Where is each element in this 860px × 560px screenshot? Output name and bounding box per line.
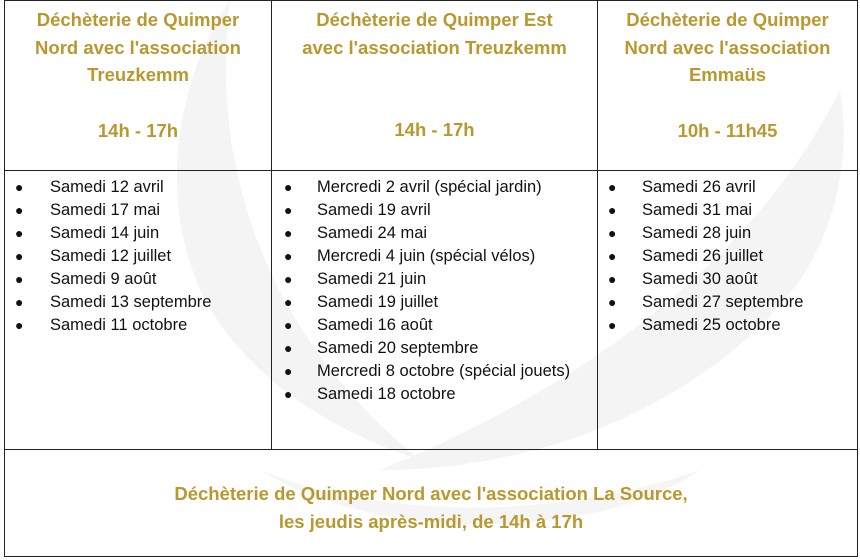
header-title-line: avec l'association Treuzkemm [302, 36, 567, 58]
bullet-icon: ● [284, 386, 293, 402]
bullet-icon: ● [608, 248, 617, 264]
footer-line: Déchèterie de Quimper Nord avec l'association La Source, [174, 483, 688, 504]
list-item [5, 314, 271, 337]
date-text: Mercredi 2 avril (spécial jardin) [317, 178, 542, 196]
header-title-line: Déchèterie de Quimper [626, 9, 829, 30]
bullet-icon: ● [15, 317, 24, 333]
list-item [272, 383, 597, 406]
header-cell-quimper-nord-treuzkemm [5, 1, 272, 171]
bullet-icon: ● [15, 202, 24, 218]
date-text: Samedi 31 mai [642, 201, 753, 219]
date-text: Samedi 12 juillet [50, 247, 172, 265]
bullet-icon: ● [284, 179, 293, 195]
bullet-icon: ● [284, 225, 293, 241]
footer-line: les jeudis après-midi, de 14h à 17h [278, 510, 584, 532]
list-item [5, 199, 271, 222]
bullet-icon: ● [15, 294, 24, 310]
list-item [598, 245, 857, 268]
date-text: Mercredi 4 juin (spécial vélos) [317, 247, 536, 265]
date-text: Samedi 17 mai [50, 201, 161, 219]
date-text: Samedi 9 août [50, 270, 157, 288]
date-text: Samedi 27 septembre [642, 293, 804, 311]
date-text: Samedi 19 avril [317, 201, 431, 219]
date-text: Samedi 21 juin [317, 270, 427, 288]
header-title-line: Emmaüs [688, 64, 767, 85]
header-title-line: Déchèterie de Quimper [36, 9, 240, 30]
header-cell-quimper-est-treuzkemm [272, 1, 598, 171]
dates-cell-quimper-nord-treuzkemm [5, 171, 272, 450]
list-item [272, 268, 597, 291]
list-item [272, 176, 597, 199]
date-text: Samedi 25 octobre [642, 316, 781, 334]
bullet-icon: ● [608, 225, 617, 241]
list-item [5, 222, 271, 245]
bullet-icon: ● [284, 248, 293, 264]
bullet-icon: ● [608, 179, 617, 195]
list-item [598, 199, 857, 222]
list-item [272, 360, 597, 383]
header-cell-quimper-nord-emmaus [598, 1, 858, 171]
list-item [598, 222, 857, 245]
dates-cell-quimper-est-treuzkemm [272, 171, 598, 450]
date-text: Samedi 11 octobre [50, 316, 188, 334]
header-hours: 10h - 11h45 [677, 119, 778, 141]
bullet-icon: ● [15, 248, 24, 264]
list-item [5, 245, 271, 268]
date-list [598, 171, 857, 337]
list-item [598, 291, 857, 314]
header-title-line: Nord avec l'association [624, 36, 831, 58]
list-item [272, 291, 597, 314]
footer-row [5, 450, 858, 557]
date-text: Mercredi 8 octobre (spécial jouets) [317, 362, 571, 380]
bullet-icon: ● [284, 271, 293, 287]
date-text: Samedi 20 septembre [317, 339, 479, 357]
list-item [272, 314, 597, 337]
dates-row [5, 171, 858, 450]
list-item [598, 268, 857, 291]
list-item [272, 337, 597, 360]
date-text: Samedi 28 juin [642, 224, 752, 242]
bullet-icon: ● [284, 202, 293, 218]
bullet-icon: ● [284, 363, 293, 379]
dates-cell-quimper-nord-emmaus [598, 171, 858, 450]
date-text: Samedi 16 août [317, 316, 433, 334]
bullet-icon: ● [284, 317, 293, 333]
bullet-icon: ● [15, 271, 24, 287]
header-title-line: Nord avec l'association [35, 36, 241, 58]
date-text: Samedi 26 juillet [642, 247, 764, 265]
date-text: Samedi 18 octobre [317, 385, 456, 403]
header-hours: 14h - 17h [97, 119, 179, 141]
date-text: Samedi 26 avril [642, 178, 756, 196]
date-list [5, 171, 271, 337]
list-item [272, 199, 597, 222]
list-item [5, 176, 271, 199]
bullet-icon: ● [15, 179, 24, 195]
bullet-icon: ● [608, 317, 617, 333]
list-item [598, 314, 857, 337]
header-row [5, 1, 858, 171]
header-title-line: Treuzkemm [87, 64, 189, 85]
date-text: Samedi 30 août [642, 270, 758, 288]
bullet-icon: ● [15, 225, 24, 241]
date-text: Samedi 24 mai [317, 224, 428, 242]
date-text: Samedi 14 juin [50, 224, 160, 242]
header-title-line: Déchèterie de Quimper Est [316, 9, 553, 30]
date-list [272, 171, 597, 406]
header-hours: 14h - 17h [394, 119, 475, 140]
bullet-icon: ● [608, 271, 617, 287]
bullet-icon: ● [284, 340, 293, 356]
bullet-icon: ● [608, 202, 617, 218]
list-item [5, 291, 271, 314]
bullet-icon: ● [608, 294, 617, 310]
list-item [272, 222, 597, 245]
list-item [598, 176, 857, 199]
schedule-table [4, 0, 858, 557]
bullet-icon: ● [284, 294, 293, 310]
date-text: Samedi 19 juillet [317, 293, 439, 311]
list-item [272, 245, 597, 268]
list-item [5, 268, 271, 291]
date-text: Samedi 12 avril [50, 178, 164, 196]
footer-cell-quimper-nord-la-source [5, 450, 858, 557]
date-text: Samedi 13 septembre [50, 293, 212, 311]
